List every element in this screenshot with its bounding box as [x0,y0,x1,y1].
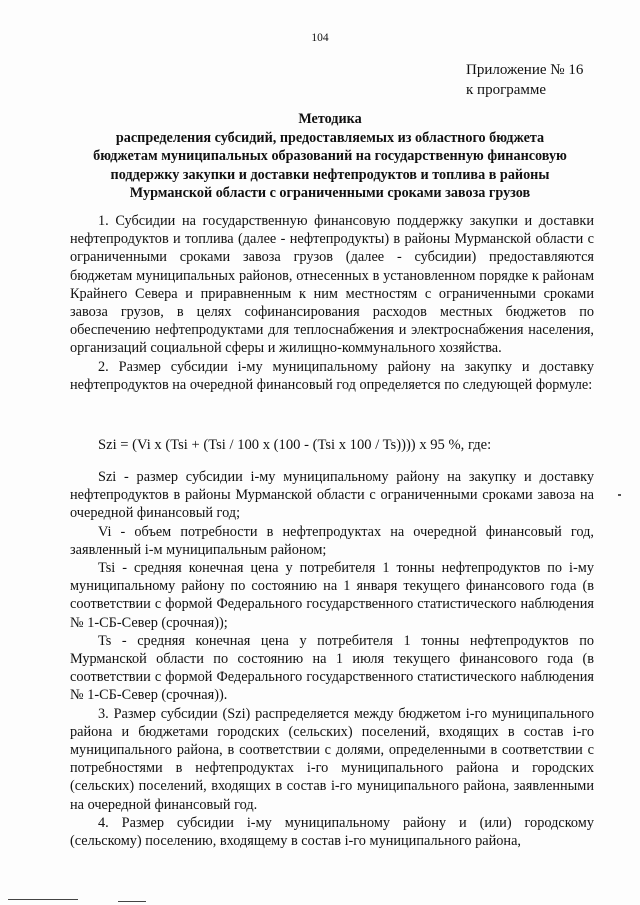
paragraph-4: 4. Размер субсидии i-му муниципальному району и (или) городскому (сельскому) поселению, входящему в состав i-го муниципального района, [70,814,594,850]
scan-mark [618,494,621,496]
appendix-caption [466,60,583,100]
title-line-1: Методика [298,111,362,127]
title-line-2: распределения субсидий, предоставляемых из областного бюджета [115,129,545,146]
appendix-number: Приложение № 16 [466,62,584,78]
paragraph-3: 3. Размер субсидии (Szi) распределяется между бюджетом i-го муниципального района и бюджетами городских (сельских) поселений, входящих в состав i-го муниципального района, в соответствии с долями, определенными в соответствии с потребностями в нефтепродуктах i-го муниципального района и городских (сельских) поселений, входящих в состав i-го муниципального района, заявленными на очередной финансовый год. [70,705,594,813]
body-section-2 [70,468,594,850]
scan-line [118,901,146,902]
definition-vi: Vi - объем потребности в нефтепродуктах на очередной финансовый год, заявленный i-м муниципальным районом; [70,523,594,558]
body-section-1 [70,212,594,394]
title-line-4: поддержку закупки и доставки нефтепродуктов и топлива в районы [110,166,550,183]
document-title [60,110,600,203]
definition-szi: Szi - размер субсидии i-му муниципальному району на закупку и доставку нефтепродуктов в районы Мурманской области с ограниченными сроками завоза на очередной финансовый год; [70,469,594,522]
paragraph-2: 2. Размер субсидии i-му муниципальному району на закупку и доставку нефтепродуктов на очередной финансовый год определяется по следующей формуле: [70,358,594,393]
scan-edge-lines [0,898,640,905]
page-number: 104 [311,32,329,44]
scan-line [8,899,78,900]
title-line-3: бюджетам муниципальных образований на государственную финансовую [93,148,567,164]
title-line-5: Мурманской области с ограниченными сроками завоза грузов [129,185,531,201]
paragraph-1: 1. Субсидии на государственную финансовую поддержку закупки и доставки нефтепродуктов и топлива (далее - нефтепродукты) в районы Мурманской области с ограниченными сроками завоза грузов (далее - субсидии) предоставляются бюджетам муниципальных районов, отнесенных в установленном порядке к районам Крайнего Севера и приравненным к ним местностям с ограниченными сроками завоза грузов, в целях софинансирования расходов местных бюджетов по обеспечению нефтепродуктами для теплоснабжения и электроснабжения населения, организаций социальной сферы и жилищно-коммунального хозяйства. [70,213,594,357]
appendix-program: к программе [466,82,547,98]
definition-tsi: Tsi - средняя конечная цена у потребителя 1 тонны нефтепродуктов по i-му муниципальному району по состоянию на 1 января текущего финансового года (в соответствии с формой Федерального государственного статистического наблюдения № 1-СБ-Север (срочная)); [70,560,594,631]
formula: Szi = (Vi x (Tsi + (Tsi / 100 x (100 - (Tsi x 100 / Ts)))) x 95 %, где: [98,437,492,453]
definition-ts: Ts - средняя конечная цена у потребителя 1 тонны нефтепродуктов по Мурманской области по состоянию на 1 июля текущего финансового года (в соответствии с формой Федерального государственного статистического наблюдения № 1-СБ-Север (срочная)). [70,632,594,704]
